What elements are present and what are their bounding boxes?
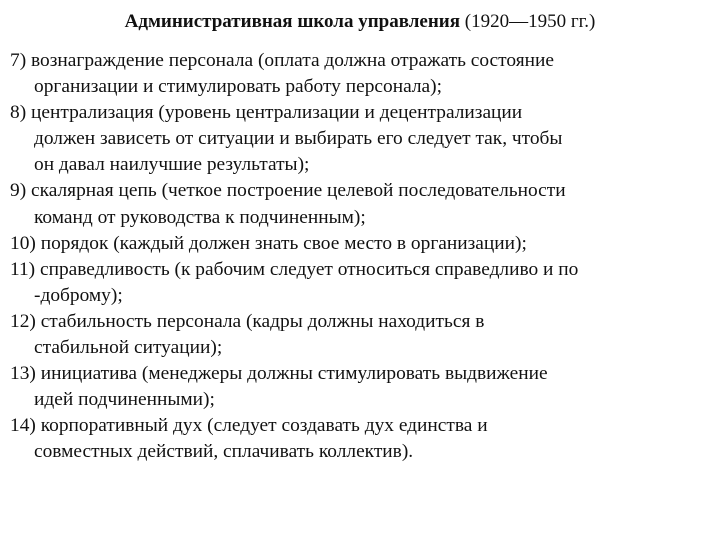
- list-item-line: стабильной ситуации);: [34, 337, 223, 359]
- list-item-9: [10, 178, 718, 230]
- list-item-12: [10, 309, 718, 361]
- list-item-line: должен зависеть от ситуации и выбирать его следует так, чтобы: [34, 128, 563, 150]
- list-item-line: совместных действий, сплачивать коллектив).: [34, 441, 414, 463]
- principles-list: [10, 48, 718, 466]
- list-item-line: 13) инициатива (менеджеры должны стимулировать выдвижение: [10, 363, 548, 385]
- list-item-line: -доброму);: [34, 284, 123, 306]
- list-item-8: [10, 100, 718, 178]
- list-item-line: идей подчиненными);: [34, 389, 215, 411]
- slide-title-dates: (1920—1950 гг.): [460, 11, 596, 32]
- slide-title: [0, 10, 720, 34]
- list-item-10: [10, 231, 718, 257]
- list-item-line: 12) стабильность персонала (кадры должны находиться в: [10, 310, 485, 332]
- list-item-line: команд от руководства к подчиненным);: [34, 206, 366, 228]
- slide-title-bold: Административная школа управления: [124, 11, 461, 32]
- list-item-line: 10) порядок (каждый должен знать свое место в организации);: [10, 232, 527, 254]
- list-item-11: [10, 257, 718, 309]
- list-item-14: [10, 413, 718, 465]
- list-item-line: 11) справедливость (к рабочим следует относиться справедливо и по: [10, 258, 579, 280]
- list-item-7: [10, 48, 718, 100]
- list-item-line: организации и стимулировать работу персонала);: [34, 76, 442, 98]
- list-item-line: он давал наилучшие результаты);: [34, 154, 310, 176]
- list-item-line: 14) корпоративный дух (следует создавать дух единства и: [10, 415, 488, 437]
- list-item-line: 9) скалярная цепь (четкое построение целевой последовательности: [10, 180, 566, 202]
- list-item-13: [10, 361, 718, 413]
- list-item-line: 8) централизация (уровень централизации и децентрализации: [10, 102, 523, 124]
- list-item-line: 7) вознаграждение персонала (оплата должна отражать состояние: [10, 50, 554, 71]
